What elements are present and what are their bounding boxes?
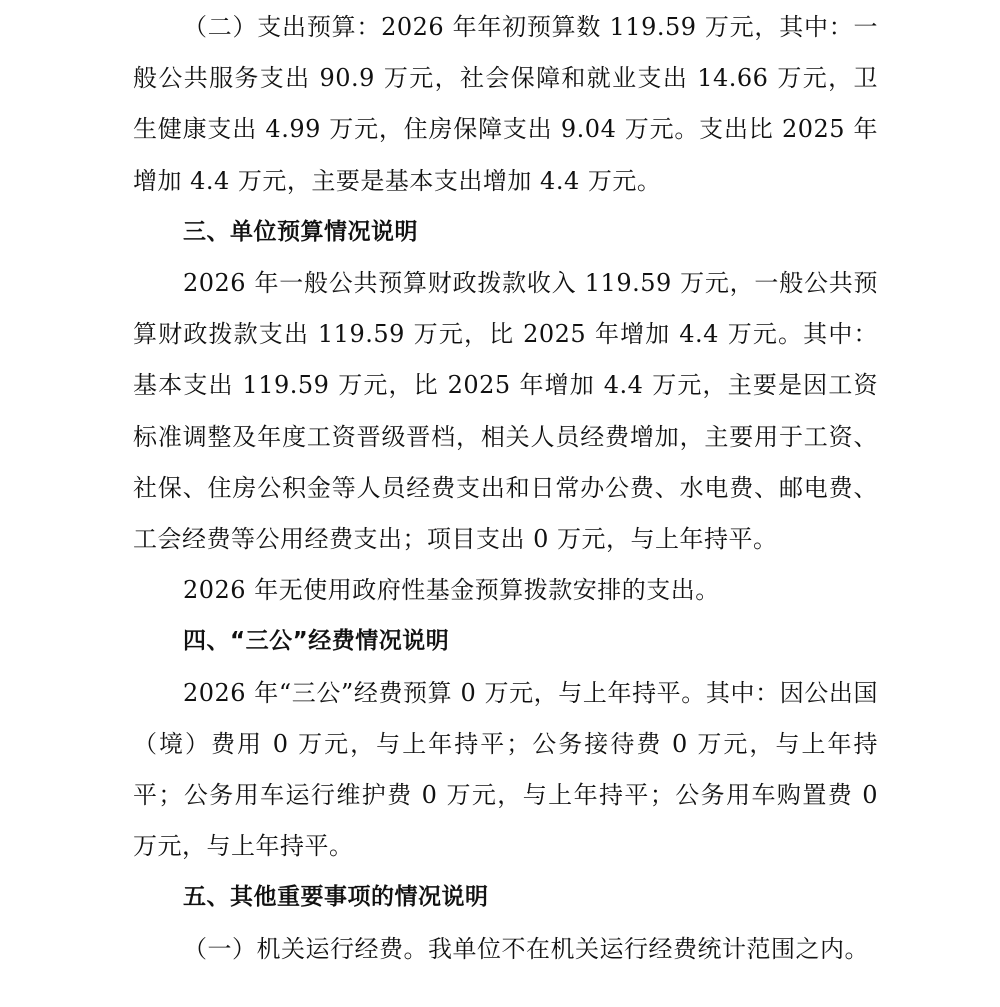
section-heading-unit-budget: 三、单位预算情况说明 [183, 218, 418, 245]
document-page [133, 0, 878, 975]
paragraph-expenditure-budget: （二）支出预算：2026 年年初预算数 119.59 万元，其中：一般公共服务支出 90.9 万元，社会保障和就业支出 14.66 万元，卫生健康支出 4.99 万元，住房保障支出 9.04 万元。支出比 2025 年增加 4.4 万元，主要是基本支出增加 4.4 万元。 [133, 13, 878, 195]
section-heading-three-public: 四、“三公”经费情况说明 [183, 628, 450, 655]
section-heading-other-matters: 五、其他重要事项的情况说明 [183, 884, 489, 911]
paragraph-three-public: 2026 年“三公”经费预算 0 万元，与上年持平。其中：因公出国（境）费用 0 万元，与上年持平；公务接待费 0 万元，与上年持平；公务用车运行维护费 0 万元，与上年持平；公务用车购置费 0 万元，与上年持平。 [133, 678, 878, 861]
paragraph-government-fund: 2026 年无使用政府性基金预算拨款安排的支出。 [183, 576, 720, 605]
paragraph-operating-expenses: （一）机关运行经费。我单位不在机关运行经费统计范围之内。 [183, 934, 869, 963]
paragraph-unit-budget: 2026 年一般公共预算财政拨款收入 119.59 万元，一般公共预算财政拨款支出 119.59 万元，比 2025 年增加 4.4 万元。其中：基本支出 119.59 万元，比 2025 年增加 4.4 万元，主要是因工资标准调整及年度工资晋级晋档，相关人员经费增加，主要用于工资、社保、住房公积金等人员经费支出和日常办公费、水电费、邮电费、工会经费等公用经费支出；项目支出 0 万元，与上年持平。 [133, 269, 878, 554]
